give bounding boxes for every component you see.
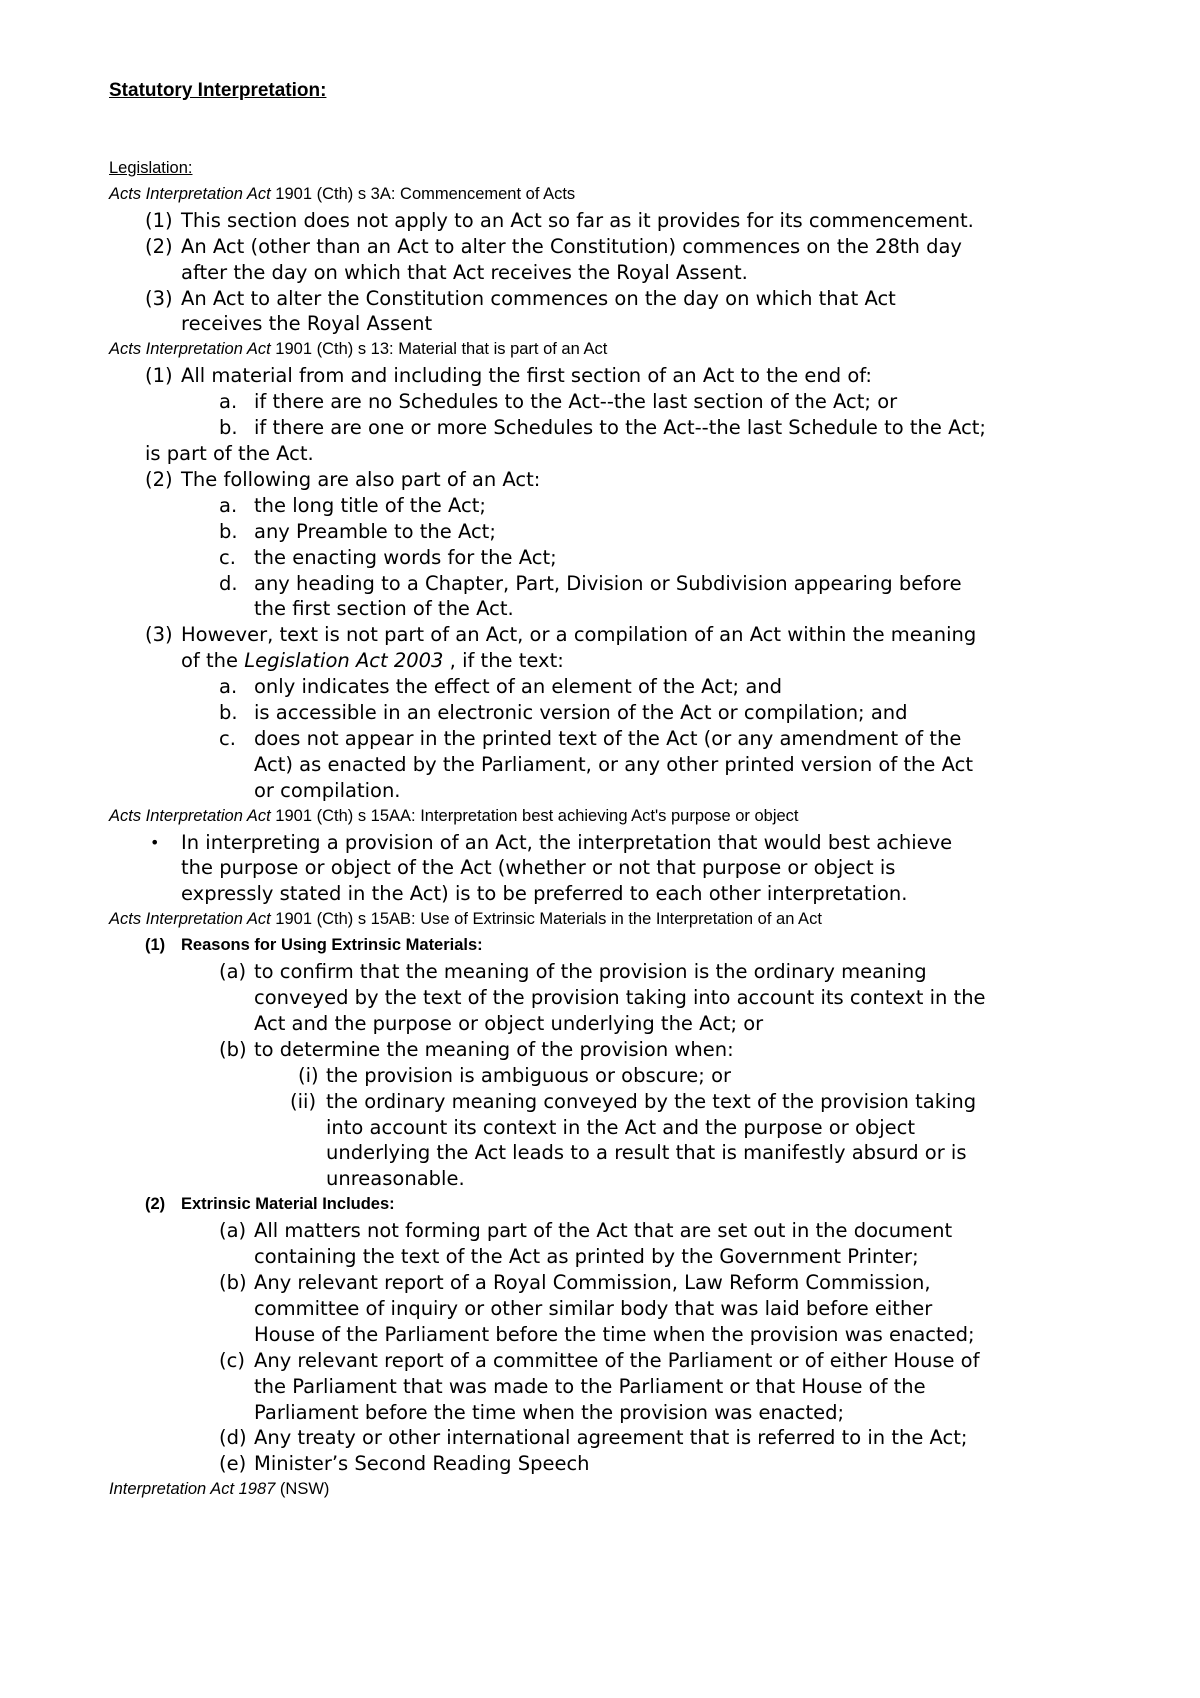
provision-text: Any relevant report of a Royal Commission, Law Reform Commission, <box>254 1270 931 1294</box>
provision-s13-3c <box>0 726 1200 752</box>
provision-s15ab-2c-cont <box>0 1400 1200 1426</box>
provision-marker: b. <box>219 416 238 440</box>
provision-marker: (ii) <box>290 1089 317 1113</box>
provision-marker: (2) <box>145 234 173 258</box>
provision-text: into account its context in the Act and the purpose or object <box>326 1115 916 1139</box>
provision-text: , if the text: <box>443 649 564 673</box>
heading-rest: 1901 (Cth) s 15AA: Interpretation best achieving Act's purpose or object <box>270 806 799 825</box>
provision-s15ab-2e <box>0 1451 1200 1477</box>
provision-marker: a. <box>219 675 238 699</box>
bullet-icon: • <box>150 832 160 852</box>
provision-text: This section does not apply to an Act so far as it provides for its commencement. <box>181 208 974 232</box>
provision-text: Parliament before the time when the provision was enacted; <box>254 1400 845 1424</box>
provision-text: the long title of the Act; <box>254 493 486 517</box>
provision-s13-3c-cont <box>0 778 1200 804</box>
provision-s13-1b <box>0 415 1200 441</box>
provision-s13-2b <box>0 519 1200 545</box>
provision-marker: (i) <box>298 1063 319 1087</box>
provision-s13-1a <box>0 389 1200 415</box>
provision-text: containing the text of the Act as printed by the Government Printer; <box>254 1245 919 1269</box>
provision-marker: (b) <box>219 1037 247 1061</box>
provision-marker: (b) <box>219 1270 247 1294</box>
provision-s13-3 <box>0 622 1200 648</box>
heading-s13 <box>109 337 1200 363</box>
provision-text: does not appear in the printed text of the Act (or any amendment of the <box>254 726 962 750</box>
provision-text: committee of inquiry or other similar body that was laid before either <box>254 1296 933 1320</box>
provision-s3a-3-cont <box>0 311 1200 337</box>
provision-s13-1-tail: is part of the Act. <box>145 441 314 465</box>
heading-rest: 1901 (Cth) s 3A: Commencement of Acts <box>270 184 576 203</box>
provision-s3a-1 <box>0 208 1200 234</box>
provision-s13-1 <box>0 363 1200 389</box>
provision-text: after the day on which that Act receives the Royal Assent. <box>181 260 748 284</box>
bullet-text: In interpreting a provision of an Act, the interpretation that would best achieve <box>181 830 953 854</box>
provision-text: Act and the purpose or object underlying the Act; or <box>254 1011 764 1035</box>
provision-text: the first section of the Act. <box>254 597 514 621</box>
provision-text: Any relevant report of a committee of the Parliament or of either House of <box>254 1348 980 1372</box>
subheading-extrinsic <box>145 1192 1200 1218</box>
provision-text: any Preamble to the Act; <box>254 519 496 543</box>
provision-marker: (3) <box>145 623 173 647</box>
provision-text: receives the Royal Assent <box>181 312 433 336</box>
provision-text: the provision is ambiguous or obscure; or <box>326 1063 732 1087</box>
heading-rest: (NSW) <box>275 1480 330 1499</box>
provision-marker: c. <box>219 726 236 750</box>
provision-s15ab-2a <box>0 1218 1200 1244</box>
provision-s13-3-cont <box>0 648 1200 674</box>
provision-text: any heading to a Chapter, Part, Division or Subdivision appearing before <box>254 571 962 595</box>
provision-text: An Act to alter the Constitution commences on the day on which that Act <box>181 286 896 310</box>
provision-text: underlying the Act leads to a result that is manifestly absurd or is <box>326 1141 967 1165</box>
provision-s13-3b <box>0 700 1200 726</box>
provision-text: The following are also part of an Act: <box>181 467 541 491</box>
bullet-text: the purpose or object of the Act (whether or not that purpose or object is <box>181 856 896 880</box>
provision-s15ab-1a <box>0 959 1200 985</box>
provision-marker: c. <box>219 545 236 569</box>
provision-text: to confirm that the meaning of the provision is the ordinary meaning <box>254 960 927 984</box>
act-name: Acts Interpretation Act <box>109 340 271 359</box>
provision-text: Any treaty or other international agreement that is referred to in the Act; <box>254 1426 968 1450</box>
heading-nsw <box>109 1477 1200 1503</box>
subheading-text: Reasons for Using Extrinsic Materials: <box>181 936 483 955</box>
provision-s13-2d <box>0 571 1200 597</box>
provision-s13-2d-cont <box>0 596 1200 622</box>
provision-s13-2a <box>0 493 1200 519</box>
bullet-text: expressly stated in the Act) is to be preferred to each other interpretation. <box>181 882 908 906</box>
provision-s15ab-2b-cont <box>0 1296 1200 1322</box>
provision-text: the enacting words for the Act; <box>254 545 557 569</box>
provision-s15ab-1a-cont <box>0 985 1200 1011</box>
provision-marker: (a) <box>219 1219 247 1243</box>
provision-s3a-2-cont <box>0 260 1200 286</box>
provision-text: Minister’s Second Reading Speech <box>254 1452 590 1476</box>
provision-s15ab-2b-cont <box>0 1322 1200 1348</box>
provision-marker: (3) <box>145 286 173 310</box>
provision-s15ab-1b-ii-cont <box>0 1166 1200 1192</box>
provision-text: the ordinary meaning conveyed by the text of the provision taking <box>326 1089 977 1113</box>
bullet-item-cont <box>0 881 1200 907</box>
provision-marker: b. <box>219 701 238 725</box>
provision-marker: d. <box>219 571 238 595</box>
provision-text: to determine the meaning of the provision when: <box>254 1037 734 1061</box>
subheading-reasons <box>145 933 1200 959</box>
provision-s13-2 <box>0 467 1200 493</box>
section-subtitle: Legislation: <box>109 159 193 177</box>
act-name: Acts Interpretation Act <box>109 806 271 825</box>
provision-text: House of the Parliament before the time when the provision was enacted; <box>254 1322 975 1346</box>
provision-text: An Act (other than an Act to alter the Constitution) commences on the 28th day <box>181 234 962 258</box>
subheading-text: Extrinsic Material Includes: <box>181 1195 395 1214</box>
heading-s15aa <box>109 804 1200 830</box>
bullet-item <box>0 830 1200 856</box>
provision-s3a-3 <box>0 286 1200 312</box>
provision-text: if there are no Schedules to the Act--the last section of the Act; or <box>254 390 898 414</box>
act-name: Interpretation Act 1987 <box>109 1480 276 1499</box>
provision-s15ab-2c <box>0 1348 1200 1374</box>
act-name: Acts Interpretation Act <box>109 184 271 203</box>
provision-s15ab-1b-ii <box>0 1089 1200 1115</box>
provision-s13-3a <box>0 674 1200 700</box>
provision-text: All matters not forming part of the Act that are set out in the document <box>254 1219 953 1243</box>
provision-s3a-2 <box>0 234 1200 260</box>
provision-text: only indicates the effect of an element of the Act; and <box>254 675 783 699</box>
provision-s15ab-1b-i <box>0 1063 1200 1089</box>
provision-text: of the <box>181 649 245 673</box>
spacer <box>0 104 1200 156</box>
provision-marker: (e) <box>219 1452 247 1476</box>
bullet-item-cont <box>0 855 1200 881</box>
provision-marker: b. <box>219 519 238 543</box>
provision-s15ab-2c-cont <box>0 1374 1200 1400</box>
provision-marker: a. <box>219 390 238 414</box>
provision-marker: a. <box>219 493 238 517</box>
provision-marker: (1) <box>145 364 173 388</box>
law-name: Legislation Act 2003 <box>244 649 444 673</box>
provision-text: is accessible in an electronic version of the Act or compilation; and <box>254 701 908 725</box>
provision-s15ab-1b-ii-cont <box>0 1140 1200 1166</box>
provision-marker: (c) <box>219 1348 245 1372</box>
provision-s15ab-1b-ii-cont <box>0 1115 1200 1141</box>
provision-s15ab-1b <box>0 1037 1200 1063</box>
provision-s15ab-2d <box>0 1425 1200 1451</box>
provision-s13-2c <box>0 545 1200 571</box>
subheading-marker: (1) <box>145 936 166 955</box>
heading-s15ab <box>109 907 1200 933</box>
provision-text: the Parliament that was made to the Parliament or that House of the <box>254 1374 926 1398</box>
subheading-marker: (2) <box>145 1195 166 1214</box>
provision-text: All material from and including the first section of an Act to the end of: <box>181 364 873 388</box>
provision-text: if there are one or more Schedules to the Act--the last Schedule to the Act; <box>254 416 987 440</box>
heading-s3a <box>109 182 1200 208</box>
provision-s15ab-2b <box>0 1270 1200 1296</box>
provision-text: unreasonable. <box>326 1167 465 1191</box>
provision-text: or compilation. <box>254 778 401 802</box>
act-name: Acts Interpretation Act <box>109 910 271 929</box>
heading-rest: 1901 (Cth) s 13: Material that is part of an Act <box>270 340 608 359</box>
provision-marker: (2) <box>145 467 173 491</box>
provision-text: Act) as enacted by the Parliament, or any other printed version of the Act <box>254 752 973 776</box>
provision-text: conveyed by the text of the provision taking into account its context in the <box>254 986 986 1009</box>
provision-s13-3c-cont <box>0 752 1200 778</box>
heading-rest: 1901 (Cth) s 15AB: Use of Extrinsic Materials in the Interpretation of an Act <box>270 910 822 929</box>
document-title: Statutory Interpretation: <box>109 80 327 101</box>
provision-s15ab-1a-cont <box>0 1011 1200 1037</box>
provision-marker: (1) <box>145 208 173 232</box>
provision-text: However, text is not part of an Act, or a compilation of an Act within the meaning <box>181 623 977 647</box>
provision-marker: (a) <box>219 960 247 984</box>
provision-marker: (d) <box>219 1426 247 1450</box>
provision-s15ab-2a-cont <box>0 1244 1200 1270</box>
